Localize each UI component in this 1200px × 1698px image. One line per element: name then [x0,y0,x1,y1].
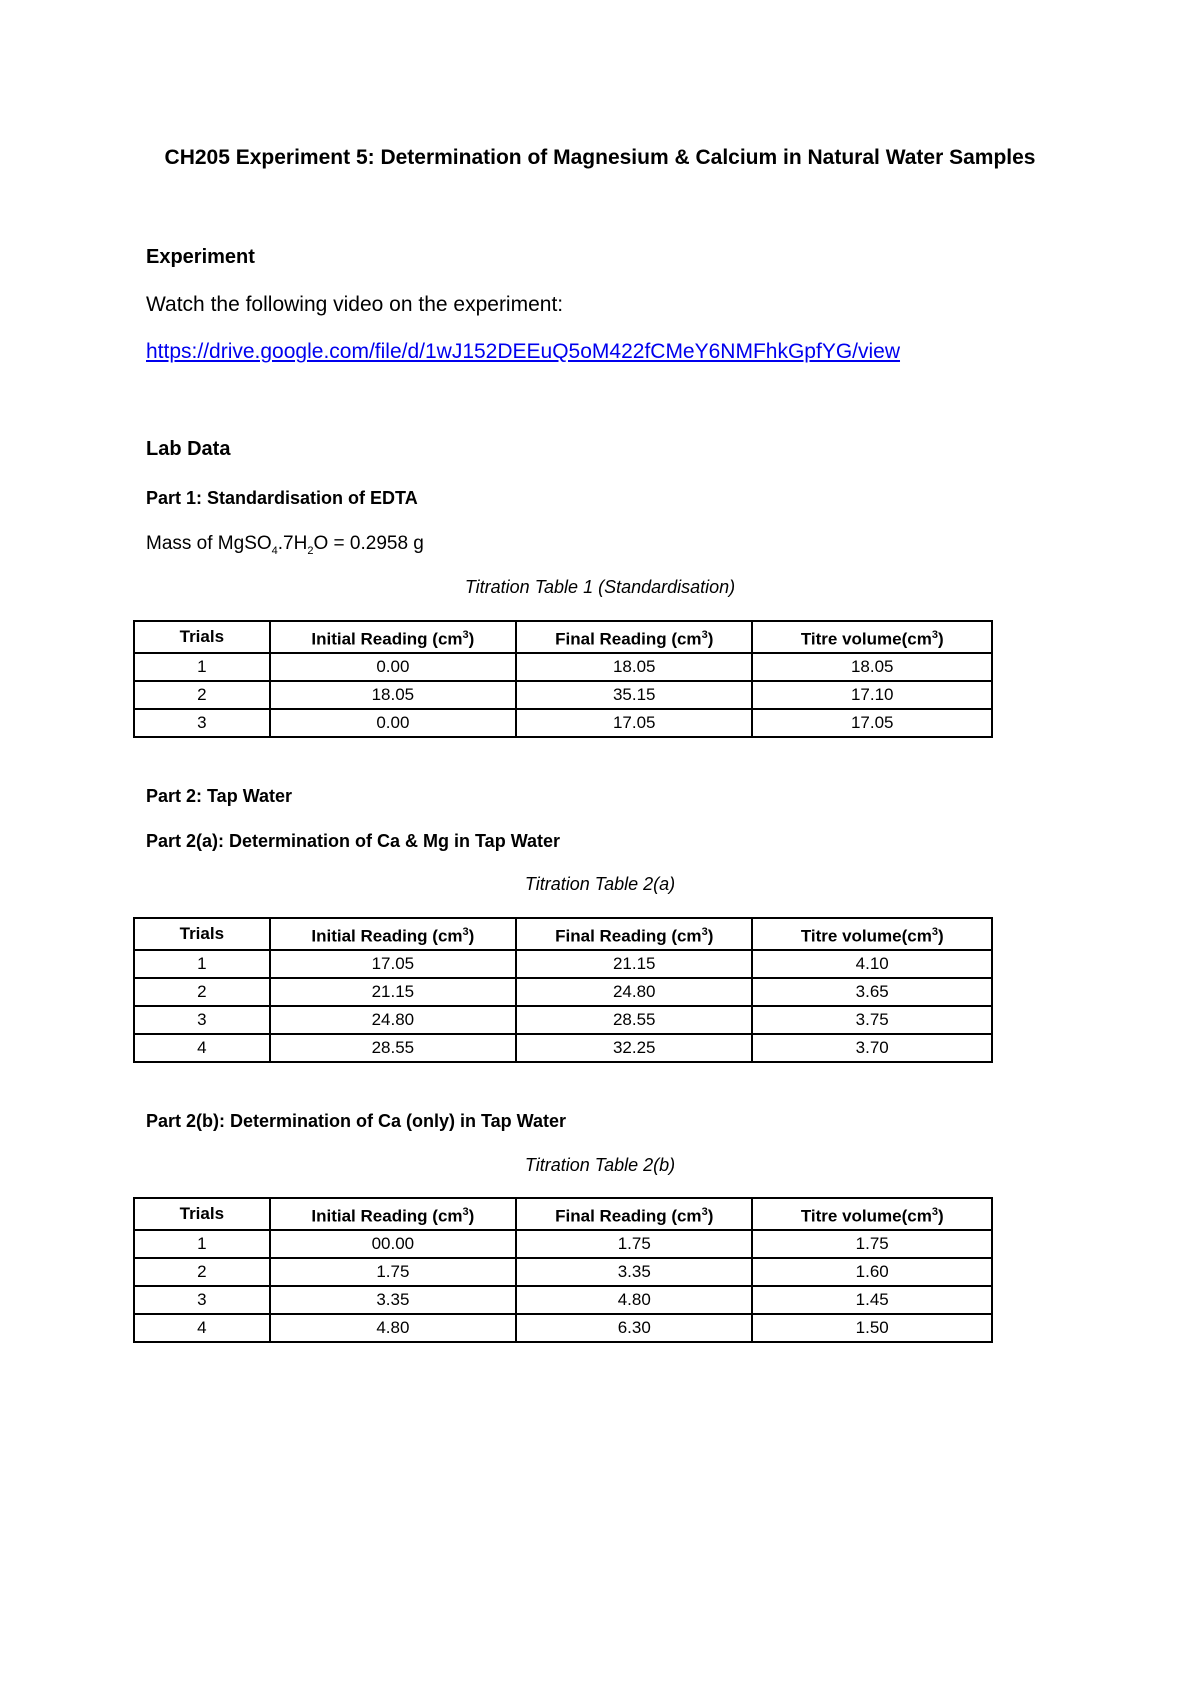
table-cell: 1.75 [752,1230,992,1258]
header-trials: Trials [134,621,270,653]
table-cell: 3 [134,709,270,737]
table-cell: 1 [134,950,270,978]
table2a-caption: Titration Table 2(a) [524,874,676,894]
header-titre-volume: Titre $volume(cm^3)$ [752,1198,992,1230]
header-titre-volume: Titre $volume(cm^3)$ [752,621,992,653]
table-cell: 21.15 [270,978,516,1006]
table-cell: 17.05 [516,709,752,737]
table-row [134,681,992,709]
table-cell: 4.80 [270,1314,516,1342]
table-cell: 35.15 [516,681,752,709]
table-header-row [134,918,992,950]
table-cell: 1.60 [752,1258,992,1286]
table-header-row [134,621,992,653]
table-cell: 4 [134,1314,270,1342]
table-cell: 3.35 [270,1286,516,1314]
table-cell: 2 [134,978,270,1006]
table2b-caption: Titration Table 2(b) [524,1155,676,1175]
table-cell: 21.15 [516,950,752,978]
experiment-heading: Experiment [146,246,255,268]
lab-data-heading: Lab Data [146,438,231,460]
header-initial-reading: Initial Reading $(cm^3)$ [270,1198,516,1230]
table1-caption: Titration Table 1 (Standardisation) [464,577,736,597]
header-titre-volume: Titre $volume(cm^3)$ [752,918,992,950]
table-cell: 17.05 [752,709,992,737]
part2b-heading: Part 2(b): Determination of Ca (only) in Tap Water [146,1111,567,1131]
table-row [134,1034,992,1062]
document-title: CH205 Experiment 5: Determination of Magnesium & Calcium in Natural Water Samples [164,146,1036,169]
header-trials: Trials [134,1198,270,1230]
table-header-row [134,1198,992,1230]
titration-table-2b [133,1197,993,1343]
table-cell: 1.45 [752,1286,992,1314]
table-row [134,1006,992,1034]
table-row [134,1230,992,1258]
header-initial-reading: Initial Reading $(cm^3)$ [270,918,516,950]
table-cell: 4.10 [752,950,992,978]
table-row [134,1286,992,1314]
table-cell: 2 [134,1258,270,1286]
table-cell: 17.05 [270,950,516,978]
table-cell: 18.05 [270,681,516,709]
part2a-heading: Part 2(a): Determination of Ca & Mg in Tap Water [146,831,561,851]
table-cell: 3 [134,1006,270,1034]
table-cell: 18.05 [752,653,992,681]
header-final-reading: Final Reading $(cm^3)$ [516,1198,752,1230]
table-cell: 24.80 [270,1006,516,1034]
mass-line: Mass of $MgSO_4.7H_2O = 0.2958$ g [146,533,424,557]
table-cell: 2 [134,681,270,709]
table-cell: 3.65 [752,978,992,1006]
table-cell: 32.25 [516,1034,752,1062]
table-cell: 00.00 [270,1230,516,1258]
header-initial-reading: Initial Reading $(cm^3)$ [270,621,516,653]
table-cell: 1 [134,653,270,681]
table-cell: 1.75 [270,1258,516,1286]
table-row [134,978,992,1006]
table-cell: 3.70 [752,1034,992,1062]
video-instruction: Watch the following video on the experiment: [146,293,564,316]
table-cell: 17.10 [752,681,992,709]
header-final-reading: Final Reading $(cm^3)$ [516,621,752,653]
table-cell: 1.75 [516,1230,752,1258]
titration-table-1 [133,620,993,738]
table-cell: 3.75 [752,1006,992,1034]
table-cell: 4 [134,1034,270,1062]
table-cell: 0.00 [270,653,516,681]
header-trials: Trials [134,918,270,950]
table-row [134,709,992,737]
table-row [134,653,992,681]
table-cell: 18.05 [516,653,752,681]
table-cell: 6.30 [516,1314,752,1342]
header-final-reading: Final Reading $(cm^3)$ [516,918,752,950]
table-cell: 24.80 [516,978,752,1006]
table-row [134,950,992,978]
table-cell: 28.55 [516,1006,752,1034]
table-cell: 0.00 [270,709,516,737]
table-cell: 3 [134,1286,270,1314]
part1-heading: Part 1: Standardisation of EDTA [146,488,418,508]
table-cell: 28.55 [270,1034,516,1062]
part2-heading: Part 2: Tap Water [146,786,293,806]
video-link[interactable]: https://drive.google.com/file/d/1wJ152DEEuQ5oM422fCMeY6NMFhkGpfYG/view [146,340,901,363]
titration-table-2a [133,917,993,1063]
table-cell: 1 [134,1230,270,1258]
table-row [134,1258,992,1286]
table-cell: 1.50 [752,1314,992,1342]
table-cell: 4.80 [516,1286,752,1314]
table-cell: 3.35 [516,1258,752,1286]
table-row [134,1314,992,1342]
